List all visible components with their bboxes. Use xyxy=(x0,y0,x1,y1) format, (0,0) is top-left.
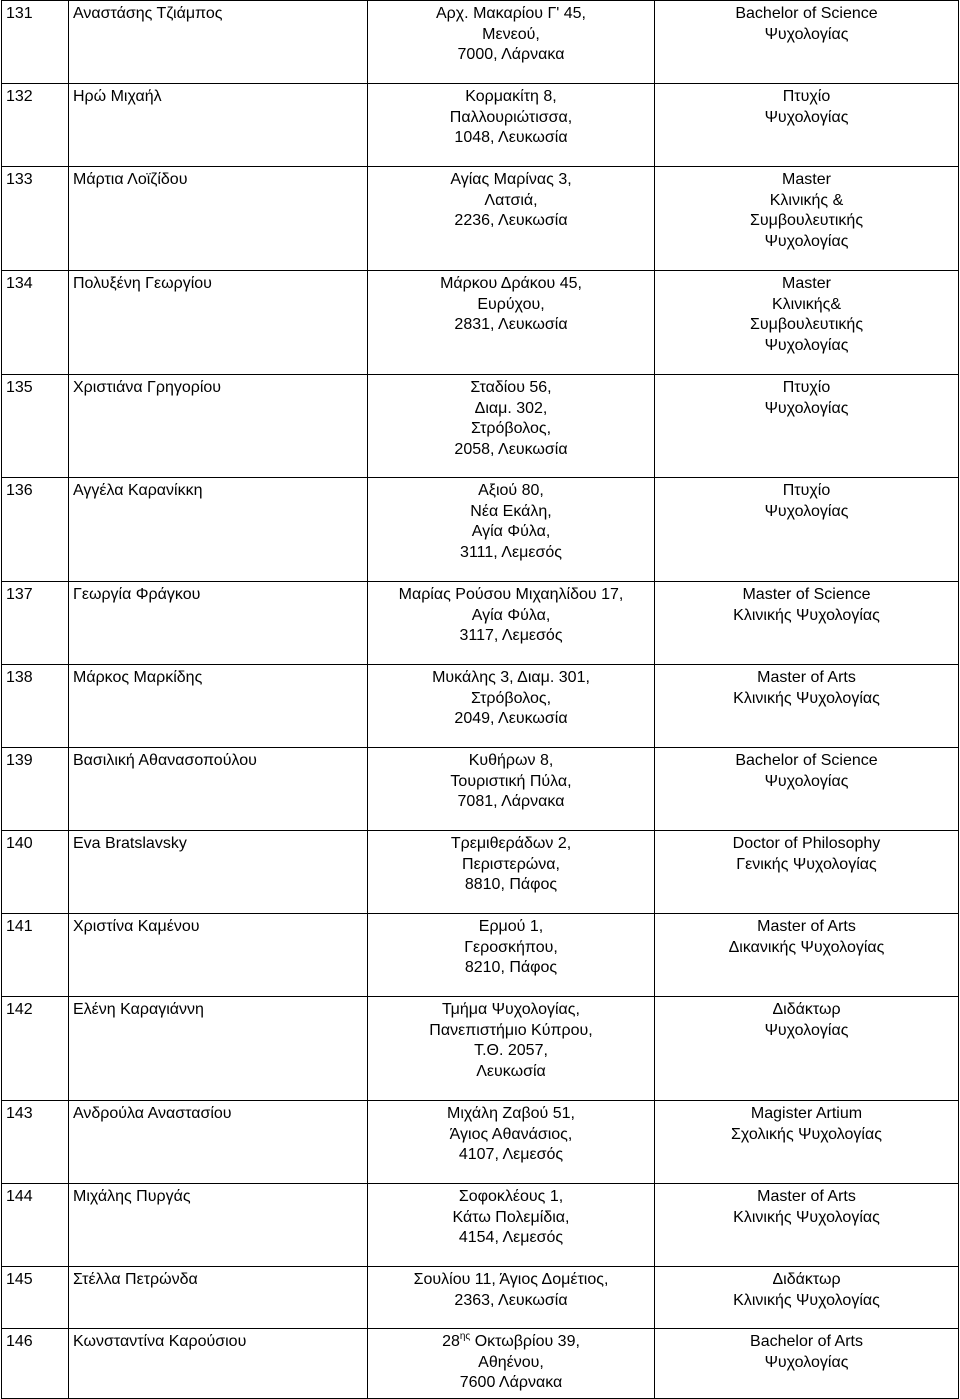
degree-line: Κλινικής Ψυχολογίας xyxy=(733,689,880,707)
degree-line: Ψυχολογίας xyxy=(764,399,849,417)
person-name: Κωνσταντίνα Καρούσιου xyxy=(69,1329,368,1399)
degree-line: Bachelor of Science xyxy=(735,5,878,22)
address-line: Σοφοκλέους 1, xyxy=(458,1188,564,1205)
person-name: Βασιλική Αθανασοπούλου xyxy=(69,748,368,831)
degree-line: Master of Arts xyxy=(757,918,856,935)
table-row xyxy=(2,1,959,84)
address-line: Κυθήρων 8, xyxy=(468,752,554,769)
degree-line: Ψυχολογίας xyxy=(764,232,849,250)
degree-line: Πτυχίο xyxy=(782,482,831,499)
row-number: 141 xyxy=(2,914,69,997)
degree-line: Κλινικής& xyxy=(771,295,842,313)
degree-cell xyxy=(655,167,959,271)
address-line: Τουριστική Πύλα, xyxy=(450,772,572,790)
row-number: 142 xyxy=(2,997,69,1101)
address-line: 7600 Λάρνακα xyxy=(459,1374,563,1391)
address-line: Αγία Φύλα, xyxy=(471,523,551,540)
degree-line: Ψυχολογίας xyxy=(764,25,849,43)
person-name: Πολυξένη Γεωργίου xyxy=(69,271,368,375)
address-line: Μυκάλης 3, Διαμ. 301, xyxy=(432,669,590,686)
degree-line: Ψυχολογίας xyxy=(764,1021,849,1039)
degree-cell xyxy=(655,1,959,84)
address-line: Τμήμα Ψυχολογίας, xyxy=(442,1001,580,1018)
address-cell xyxy=(368,84,655,167)
address-line: 2049, Λευκωσία xyxy=(454,710,568,727)
address-cell xyxy=(368,1184,655,1267)
address-line: Τρεμιθεράδων 2, xyxy=(450,835,572,852)
person-name: Αναστάσης Τζιάμπος xyxy=(69,1,368,84)
address-cell xyxy=(368,914,655,997)
table-row xyxy=(2,997,959,1101)
person-name: Μάρκος Μαρκίδης xyxy=(69,665,368,748)
address-cell xyxy=(368,1267,655,1329)
degree-line: Πτυχίο xyxy=(782,88,831,105)
row-number: 145 xyxy=(2,1267,69,1329)
address-cell xyxy=(368,1101,655,1184)
address-cell xyxy=(368,478,655,582)
degree-cell xyxy=(655,748,959,831)
degree-line: Κλινικής & xyxy=(769,191,844,209)
address-line: Αγία Φύλα, xyxy=(471,606,551,624)
row-number: 139 xyxy=(2,748,69,831)
address-line: Άγιος Αθανάσιος, xyxy=(449,1125,573,1143)
registry-table-body xyxy=(2,1,959,1399)
address-line: Κάτω Πολεμίδια, xyxy=(452,1208,570,1226)
person-name: Ηρώ Μιχαήλ xyxy=(69,84,368,167)
address-line: Μιχάλη Ζαβού 51, xyxy=(446,1105,575,1122)
person-name: Στέλλα Πετρώνδα xyxy=(69,1267,368,1329)
degree-line: Κλινικής Ψυχολογίας xyxy=(733,1291,880,1309)
registry-table xyxy=(1,0,959,1399)
address-line: 7000, Λάρνακα xyxy=(457,46,565,63)
table-row xyxy=(2,84,959,167)
address-line: 1048, Λευκωσία xyxy=(454,129,568,146)
address-cell xyxy=(368,665,655,748)
address-line: 4107, Λεμεσός xyxy=(458,1146,564,1163)
address-line: 3117, Λεμεσός xyxy=(459,627,563,644)
degree-line: Ψυχολογίας xyxy=(764,1353,849,1371)
address-line: Παλλουριώτισσα, xyxy=(449,108,573,126)
address-line: Μενεού, xyxy=(482,25,540,43)
degree-line: Διδάκτωρ xyxy=(772,1001,841,1018)
row-number: 146 xyxy=(2,1329,69,1399)
address-line: Διαμ. 302, xyxy=(474,399,548,417)
address-line xyxy=(372,1332,650,1353)
row-number: 144 xyxy=(2,1184,69,1267)
address-line: Στρόβολος, xyxy=(470,420,552,437)
row-number: 131 xyxy=(2,1,69,84)
address-cell xyxy=(368,1329,655,1399)
address-line: Ευρύχου, xyxy=(477,295,545,313)
address-line: 7081, Λάρνακα xyxy=(457,793,565,810)
degree-line: Κλινικής Ψυχολογίας xyxy=(733,606,880,624)
degree-cell xyxy=(655,271,959,375)
degree-line: Γενικής Ψυχολογίας xyxy=(736,855,877,873)
row-number: 132 xyxy=(2,84,69,167)
address-line: Λευκωσία xyxy=(476,1062,546,1080)
row-number: 133 xyxy=(2,167,69,271)
address-cell xyxy=(368,167,655,271)
address-cell xyxy=(368,997,655,1101)
degree-cell xyxy=(655,1329,959,1399)
degree-line: Ψυχολογίας xyxy=(764,108,849,126)
address-line: Σταδίου 56, xyxy=(470,379,552,396)
degree-line: Bachelor of Arts xyxy=(750,1333,863,1350)
address-line: Λατσιά, xyxy=(484,191,538,209)
degree-line: Master of Arts xyxy=(757,1188,856,1205)
degree-cell xyxy=(655,1101,959,1184)
degree-line: Master xyxy=(782,275,831,292)
degree-line: Doctor of Philosophy xyxy=(732,835,881,852)
address-line: Αρχ. Μακαρίου Γ' 45, xyxy=(436,5,586,22)
degree-line: Δικανικής Ψυχολογίας xyxy=(728,938,885,956)
address-cell xyxy=(368,375,655,478)
address-line: Ερμού 1, xyxy=(478,918,544,935)
address-cell xyxy=(368,582,655,665)
person-name: Eva Bratslavsky xyxy=(69,831,368,914)
table-row xyxy=(2,831,959,914)
address-line: 2236, Λευκωσία xyxy=(454,212,568,229)
address-line: 2363, Λευκωσία xyxy=(454,1291,568,1309)
table-row xyxy=(2,1329,959,1399)
degree-cell xyxy=(655,478,959,582)
address-line: Γεροσκήπου, xyxy=(464,938,558,956)
table-row xyxy=(2,914,959,997)
address-street: Οκτωβρίου 39, xyxy=(470,1333,580,1350)
row-number: 137 xyxy=(2,582,69,665)
ordinal-suffix: ης xyxy=(459,1330,471,1342)
address-cell xyxy=(368,271,655,375)
address-line: 2831, Λευκωσία xyxy=(454,316,568,333)
degree-cell xyxy=(655,1267,959,1329)
degree-cell xyxy=(655,375,959,478)
address-line: Μαρίας Ρούσου Μιχαηλίδου 17, xyxy=(398,586,624,603)
address-line: Τ.Θ. 2057, xyxy=(474,1042,548,1059)
degree-line: Ψυχολογίας xyxy=(764,502,849,520)
person-name: Γεωργία Φράγκου xyxy=(69,582,368,665)
degree-line: Magister Artium xyxy=(750,1105,863,1122)
address-cell xyxy=(368,831,655,914)
table-row xyxy=(2,167,959,271)
address-cell xyxy=(368,748,655,831)
degree-line: Master of Science xyxy=(742,586,871,603)
person-name: Χριστιάνα Γρηγορίου xyxy=(69,375,368,478)
table-row xyxy=(2,1101,959,1184)
address-line: Αξιού 80, xyxy=(478,482,544,499)
address-line: Περιστερώνα, xyxy=(462,855,560,873)
degree-cell xyxy=(655,1184,959,1267)
table-row xyxy=(2,665,959,748)
table-row xyxy=(2,1267,959,1329)
degree-line: Κλινικής Ψυχολογίας xyxy=(733,1208,880,1226)
address-day: 28 xyxy=(442,1333,460,1350)
row-number: 136 xyxy=(2,478,69,582)
degree-line: Master of Arts xyxy=(757,669,856,686)
table-row xyxy=(2,748,959,831)
degree-line: Πτυχίο xyxy=(782,379,831,396)
row-number: 134 xyxy=(2,271,69,375)
person-name: Ανδρούλα Αναστασίου xyxy=(69,1101,368,1184)
table-row xyxy=(2,478,959,582)
degree-cell xyxy=(655,914,959,997)
address-line: Κορμακίτη 8, xyxy=(465,88,557,105)
address-line: 8210, Πάφος xyxy=(464,959,558,976)
degree-cell xyxy=(655,831,959,914)
degree-line: Ψυχολογίας xyxy=(764,772,849,790)
degree-cell xyxy=(655,665,959,748)
address-line: Αγίας Μαρίνας 3, xyxy=(450,171,572,188)
address-line: Στρόβολος, xyxy=(470,689,552,707)
person-name: Αγγέλα Καρανίκκη xyxy=(69,478,368,582)
row-number: 135 xyxy=(2,375,69,478)
person-name: Χριστίνα Καμένου xyxy=(69,914,368,997)
table-row xyxy=(2,1184,959,1267)
address-line: 4154, Λεμεσός xyxy=(458,1229,564,1246)
table-row xyxy=(2,375,959,478)
person-name: Μάρτια Λοϊζίδου xyxy=(69,167,368,271)
address-line: 2058, Λευκωσία xyxy=(454,440,568,458)
address-cell xyxy=(368,1,655,84)
degree-line: Master xyxy=(782,171,831,188)
person-name: Ελένη Καραγιάννη xyxy=(69,997,368,1101)
address-line: Νέα Εκάλη, xyxy=(470,502,552,520)
degree-line: Σχολικής Ψυχολογίας xyxy=(731,1125,882,1143)
row-number: 143 xyxy=(2,1101,69,1184)
address-line: Αθηένου, xyxy=(478,1353,544,1371)
degree-cell xyxy=(655,84,959,167)
degree-line: Ψυχολογίας xyxy=(764,336,849,354)
degree-line: Συμβουλευτικής xyxy=(749,316,864,333)
degree-line: Bachelor of Science xyxy=(735,752,878,769)
row-number: 140 xyxy=(2,831,69,914)
degree-line: Συμβουλευτικής xyxy=(749,212,864,229)
person-name: Μιχάλης Πυργάς xyxy=(69,1184,368,1267)
address-line: Σουλίου 11, Άγιος Δομέτιος, xyxy=(413,1271,609,1288)
address-line: Πανεπιστήμιο Κύπρου, xyxy=(429,1021,593,1039)
address-line: Μάρκου Δράκου 45, xyxy=(440,275,582,292)
degree-line: Διδάκτωρ xyxy=(772,1271,841,1288)
address-line: 3111, Λεμεσός xyxy=(460,543,562,561)
row-number: 138 xyxy=(2,665,69,748)
address-line: 8810, Πάφος xyxy=(464,876,558,893)
table-row xyxy=(2,271,959,375)
degree-cell xyxy=(655,997,959,1101)
table-row xyxy=(2,582,959,665)
degree-cell xyxy=(655,582,959,665)
